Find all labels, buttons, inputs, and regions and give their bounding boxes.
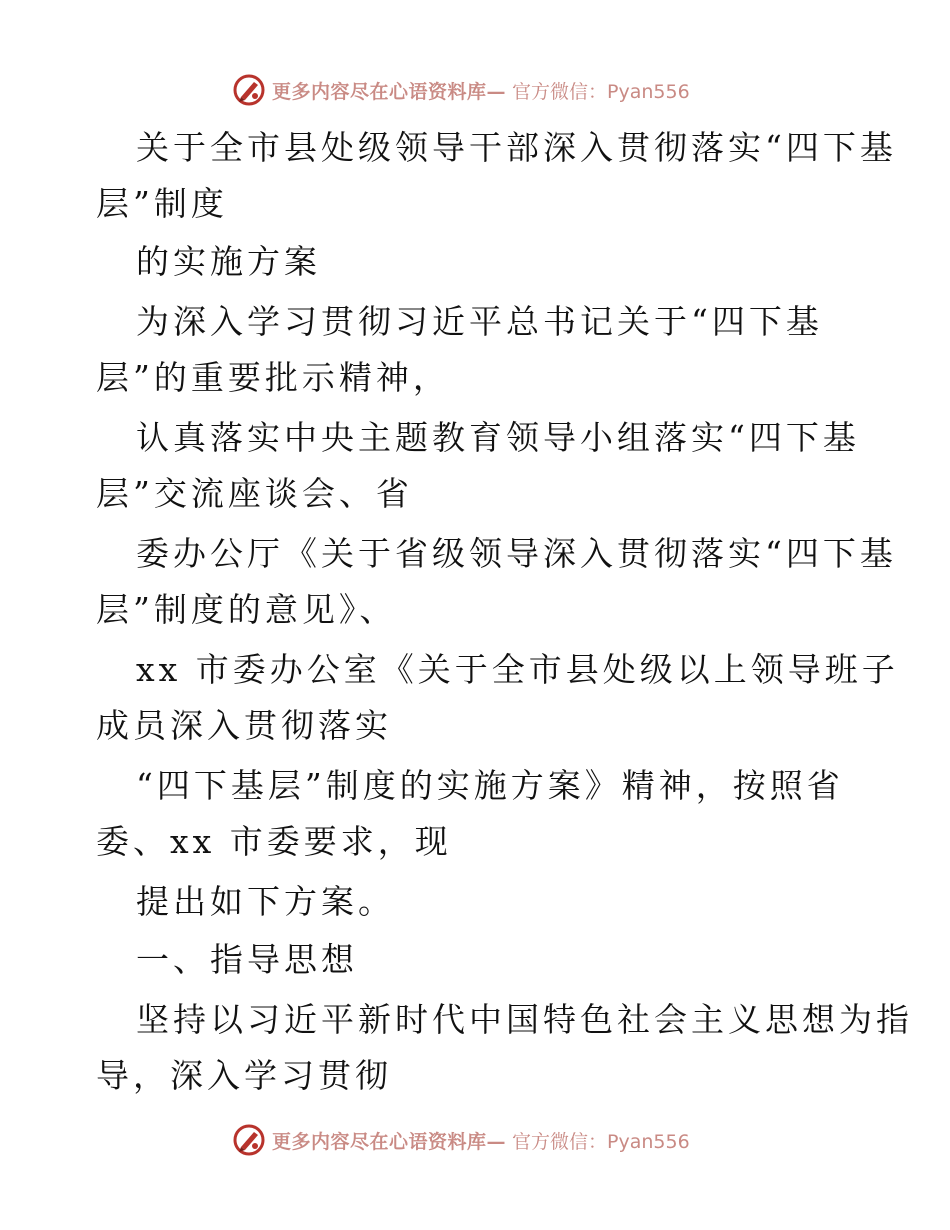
doc-line: 委、xx 市委要求，现 [96, 822, 452, 861]
doc-line: xx 市委办公室《关于全市县处级以上领导班子 [136, 650, 899, 689]
doc-line: 坚持以习近平新时代中国特色社会主义思想为指 [136, 1000, 913, 1039]
doc-line: 为深入学习贯彻习近平总书记关于“四下基 [136, 302, 823, 341]
footer-wechat-text: 官方微信：Pyan556 [512, 1130, 690, 1153]
doc-line: 层”制度 [96, 184, 228, 223]
doc-line: 层”交流座谈会、省 [96, 474, 413, 513]
section-heading: 一、指导思想 [136, 940, 358, 979]
pen-logo-icon [232, 73, 266, 107]
doc-line: 的实施方案 [136, 242, 321, 281]
pen-logo-icon [232, 1123, 266, 1157]
doc-line: 提出如下方案。 [136, 882, 395, 921]
doc-line: 认真落实中央主题教育领导小组落实“四下基 [136, 418, 860, 457]
doc-line: 层”制度的意见》、 [96, 590, 397, 629]
doc-line: 成员深入贯彻落实 [96, 706, 392, 745]
doc-line: “四下基层”制度的实施方案》精神，按照省 [136, 766, 844, 805]
doc-line: 导，深入学习贯彻 [96, 1056, 392, 1095]
footer-promo-text: 更多内容尽在心语资料库— [272, 1130, 507, 1153]
footer-banner [232, 1122, 690, 1158]
doc-line: 委办公厅《关于省级领导深入贯彻落实“四下基 [136, 534, 897, 573]
doc-line: 层”的重要批示精神， [96, 358, 450, 397]
header-wechat-text: 官方微信：Pyan556 [512, 80, 690, 103]
header-banner [232, 72, 690, 108]
header-promo-text: 更多内容尽在心语资料库— [272, 80, 507, 103]
doc-line: 关于全市县处级领导干部深入贯彻落实“四下基 [136, 128, 897, 167]
